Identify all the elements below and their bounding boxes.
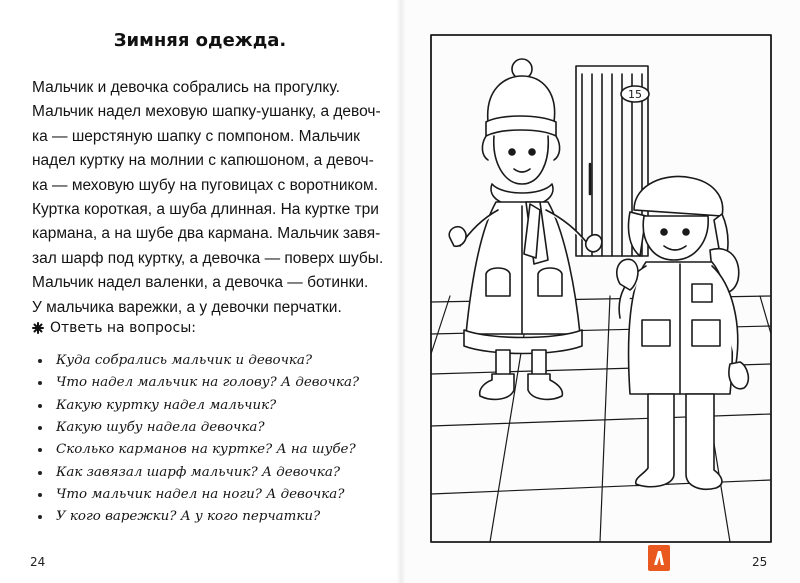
question-text: Какую шубу надела девочка? xyxy=(56,420,265,436)
question-text: Какую куртку надел мальчик? xyxy=(56,397,277,413)
star-icon xyxy=(32,322,44,334)
bullet-icon xyxy=(38,448,42,452)
question-text: Куда собрались мальчик и девочка? xyxy=(56,353,313,369)
questions-heading xyxy=(32,320,196,336)
boy-figure-icon xyxy=(617,176,749,489)
story-line: кармана, а на шубе два кармана. Мальчик завя- xyxy=(32,225,381,243)
story-line: Мальчик и девочка собрались на прогулку. xyxy=(32,79,340,96)
door-number: 15 xyxy=(628,88,642,101)
list-item xyxy=(38,506,359,528)
question-text: Как завязал шарф мальчик? А девочка? xyxy=(56,464,341,480)
list-item xyxy=(38,395,359,417)
story-line: Куртка короткая, а шуба длинная. На куртке три xyxy=(32,201,379,219)
page-title: Зимняя одежда. xyxy=(113,30,287,51)
bullet-icon xyxy=(38,426,42,430)
page-number-left: 24 xyxy=(30,555,46,569)
list-item xyxy=(38,484,359,506)
questions-list xyxy=(38,350,359,528)
story-line: Мальчик надел валенки, а девочка — ботинки. xyxy=(32,274,369,292)
story-line: Мальчик надел меховую шапку-ушанку, а девоч- xyxy=(32,103,381,121)
story-line: ка — шерстяную шапку с помпоном. Мальчик xyxy=(32,127,360,145)
bullet-icon xyxy=(38,515,42,519)
question-text: Сколько карманов на куртке? А на шубе? xyxy=(56,442,356,458)
girl-figure-icon xyxy=(449,59,602,399)
list-item xyxy=(38,461,359,483)
coloring-illustration xyxy=(430,34,772,543)
bullet-icon xyxy=(38,359,42,363)
book-spine xyxy=(396,0,406,583)
list-item xyxy=(38,372,359,394)
question-text: Что надел мальчик на голову? А девочка? xyxy=(56,375,360,391)
publisher-logo-icon xyxy=(648,545,670,571)
publisher-logo xyxy=(648,545,670,571)
list-item xyxy=(38,417,359,439)
story-line: надел куртку на молнии с капюшоном, а девоч- xyxy=(32,152,374,170)
bullet-icon xyxy=(38,493,42,497)
question-text: У кого варежки? А у кого перчатки? xyxy=(56,509,321,525)
question-text: Что мальчик надел на ноги? А девочка? xyxy=(56,486,345,502)
bullet-icon xyxy=(38,471,42,475)
story-line: зал шарф под куртку, а девочка — поверх шубы. xyxy=(32,249,384,267)
bullet-icon xyxy=(38,381,42,385)
list-item xyxy=(38,439,359,461)
questions-heading-label: Ответь на вопросы: xyxy=(50,320,196,336)
list-item xyxy=(38,350,359,372)
story-text xyxy=(32,76,384,320)
story-line: ка — меховую шубу на пуговицах с воротником. xyxy=(32,176,379,194)
bullet-icon xyxy=(38,404,42,408)
story-line: У мальчика варежки, а у девочки перчатки. xyxy=(32,298,342,316)
page-number-right: 25 xyxy=(752,555,768,569)
